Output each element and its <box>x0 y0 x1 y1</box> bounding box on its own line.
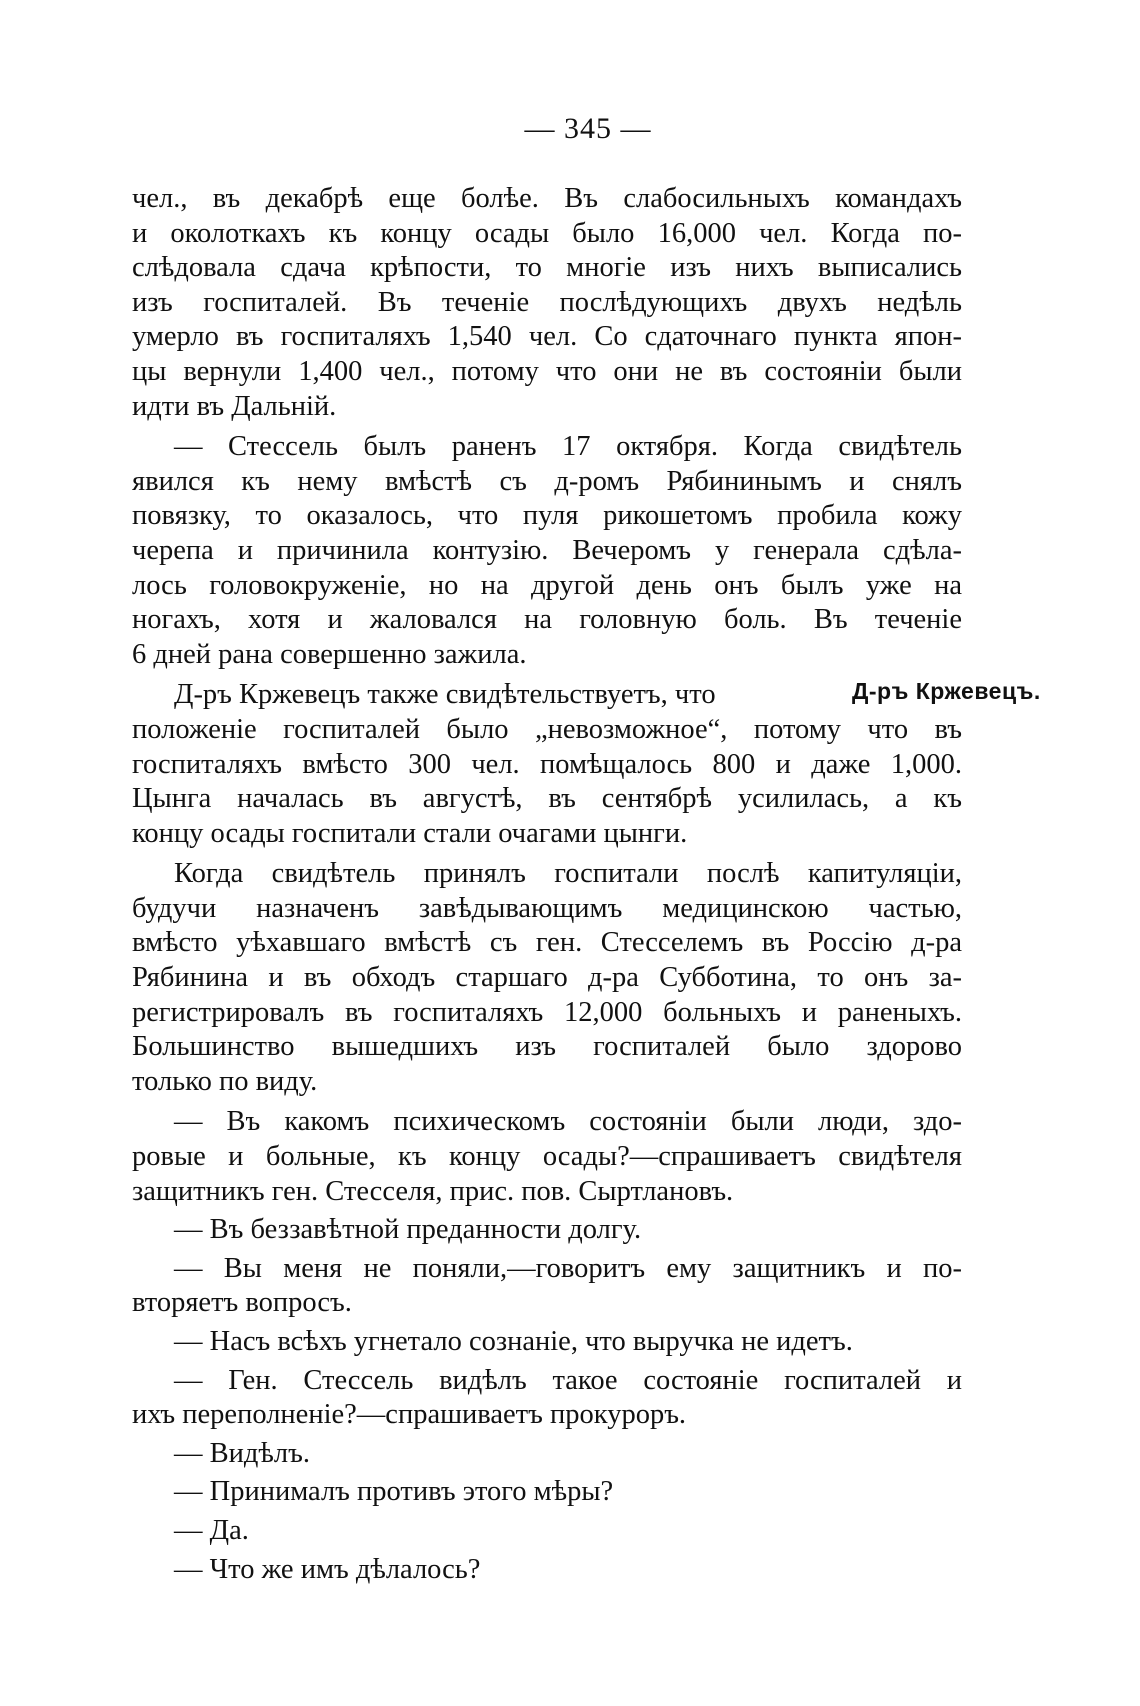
text-line: — Что же имъ дѣлалось? <box>174 1553 481 1585</box>
text-line: черепа и причинила контузію. Вечеромъ у генерала сдѣла- <box>132 534 962 566</box>
paragraph <box>132 1514 962 1549</box>
text-column <box>132 182 962 1591</box>
text-line: ногахъ, хотя и жаловался на головную боль. Въ теченіе <box>132 604 962 636</box>
text-line: — Въ какомъ психическомъ состояніи были люди, здо- <box>174 1106 962 1138</box>
text-line: вторяетъ вопросъ. <box>132 1287 352 1319</box>
text-line: — Ген. Стессель видѣлъ такое состояніе госпиталей и <box>174 1364 962 1396</box>
text-line: — Принималъ противъ этого мѣры? <box>174 1476 614 1508</box>
text-line: и околоткахъ къ концу осады было 16,000 чел. Когда по- <box>132 217 962 249</box>
paragraph <box>132 1105 962 1209</box>
text-line: Большинство вышедшихъ изъ госпиталей было здорово <box>132 1031 962 1063</box>
text-line: Цынга началась въ августѣ, въ сентябрѣ усилилась, а къ <box>132 783 962 815</box>
text-line: — Стессель былъ раненъ 17 октября. Когда свидѣтель <box>174 431 962 463</box>
text-line: госпиталяхъ вмѣсто 300 чел. помѣщалось 800 и даже 1,000. <box>132 748 962 780</box>
paragraph <box>132 1252 962 1321</box>
text-line: цы вернули 1,400 чел., потому что они не въ состояніи были <box>132 355 962 387</box>
text-line: чел., въ декабрѣ еще болѣе. Въ слабосильныхъ командахъ <box>132 183 962 214</box>
text-line: регистрировалъ въ госпиталяхъ 12,000 больныхъ и раненыхъ. <box>132 996 962 1028</box>
paragraph <box>132 1553 962 1588</box>
text-line: лось головокруженіе, но на другой день онъ былъ уже на <box>132 569 962 601</box>
text-line: — Видѣлъ. <box>174 1437 310 1469</box>
paragraph <box>132 1213 962 1248</box>
paragraph <box>132 1475 962 1510</box>
text-line: Д-ръ Кржевецъ также свидѣтельствуетъ, что <box>174 679 716 711</box>
text-line: будучи назначенъ завѣдывающимъ медицинскою частью, <box>132 892 962 924</box>
text-line: слѣдовала сдача крѣпости, то многіе изъ нихъ выписались <box>132 252 962 284</box>
text-line: вмѣсто уѣхавшаго вмѣстѣ съ ген. Стесселемъ въ Россію д-ра <box>132 927 962 959</box>
paragraph <box>132 1325 962 1360</box>
marginal-note: Д-ръ Кржевецъ. <box>852 678 1041 704</box>
text-line: идти въ Дальній. <box>132 390 337 422</box>
text-line: явился къ нему вмѣстѣ съ д-ромъ Рябининымъ и снялъ <box>132 465 962 497</box>
text-line: концу осады госпитали стали очагами цынги. <box>132 817 688 849</box>
paragraph <box>132 1437 962 1472</box>
text-line: — Да. <box>174 1514 249 1546</box>
text-line: Рябинина и въ обходъ старшаго д-ра Субботина, то онъ за- <box>132 962 962 994</box>
text-line: — Насъ всѣхъ угнетало сознаніе, что выручка не идетъ. <box>174 1326 853 1357</box>
paragraph <box>132 857 962 1099</box>
text-line: Когда свидѣтель принялъ госпитали послѣ капитуляціи, <box>174 858 962 890</box>
paragraph <box>132 182 962 424</box>
paragraph <box>132 430 962 672</box>
text-line: повязку, то оказалось, что пуля рикошетомъ пробила кожу <box>132 500 962 532</box>
text-line: только по виду. <box>132 1065 318 1097</box>
text-line: защитникъ ген. Стесселя, прис. пов. Сыртлановъ. <box>132 1175 734 1207</box>
paragraph <box>132 678 962 851</box>
text-line: — Въ беззавѣтной преданности долгу. <box>174 1214 642 1246</box>
text-line: ровые и больные, къ концу осады?—спрашиваетъ свидѣтеля <box>132 1141 962 1173</box>
text-line: изъ госпиталей. Въ теченіе послѣдующихъ двухъ недѣль <box>132 286 962 318</box>
text-line: ихъ переполненіе?—спрашиваетъ прокуроръ. <box>132 1399 687 1431</box>
page-number: — 345 — <box>524 112 652 145</box>
text-line: — Вы меня не поняли,—говоритъ ему защитникъ и по- <box>174 1252 962 1284</box>
text-line: 6 дней рана совершенно зажила. <box>132 638 527 670</box>
text-line: положеніе госпиталей было „невозможное“, потому что въ <box>132 713 962 745</box>
text-line: умерло въ госпиталяхъ 1,540 чел. Со сдаточнаго пункта япон- <box>132 321 962 353</box>
paragraph <box>132 1364 962 1433</box>
